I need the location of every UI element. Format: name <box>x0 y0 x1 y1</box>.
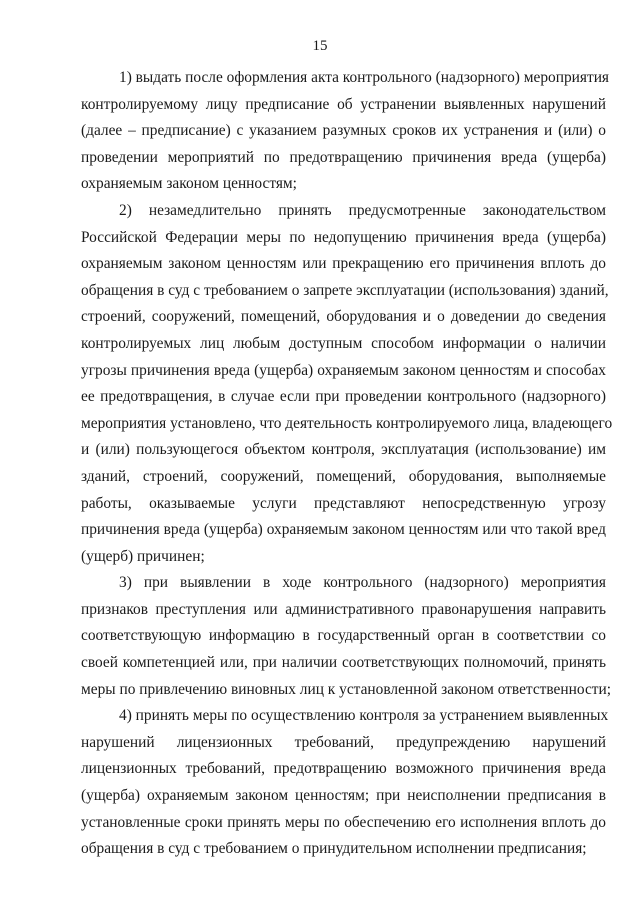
paragraph-4 <box>81 703 609 863</box>
text-line: проведении мероприятий по предотвращению причинения вреда (ущерба) <box>81 148 606 166</box>
text-line: меры по привлечению виновных лиц к установленной законом ответственности; <box>81 680 612 698</box>
text-line: угрозы причинения вреда (ущерба) охраняемым законом ценностям и способах <box>81 361 606 379</box>
text-line: 3) при выявлении в ходе контрольного (надзорного) мероприятия <box>119 574 606 592</box>
text-line: зданий, строений, сооружений, помещений, оборудования, выполняемые <box>81 467 606 485</box>
text-line: контролируемому лицу предписание об устранении выявленных нарушений <box>81 95 606 113</box>
text-line: (ущерба) охраняемым законом ценностям; при неисполнении предписания в <box>81 787 606 805</box>
text-line: охраняемым законом ценностям; <box>81 175 297 193</box>
text-line: своей компетенцией или, при наличии соответствующих полномочий, принять <box>81 654 606 672</box>
text-line: 1) выдать после оформления акта контрольного (надзорного) мероприятия <box>119 69 610 86</box>
page-number: 15 <box>312 38 328 54</box>
text-line: 2) незамедлительно принять предусмотренные законодательством <box>119 201 606 219</box>
text-line: (далее – предписание) с указанием разумных сроков их устранения и (или) о <box>81 122 606 140</box>
text-line: установленные сроки принять меры по обеспечению его исполнения вплоть до <box>81 813 606 831</box>
text-line: и (или) пользующегося объектом контроля, эксплуатация (использование) им <box>81 441 606 459</box>
text-line: обращения в суд с требованием о принудительном исполнении предписания; <box>81 840 587 858</box>
text-line: строений, сооружений, помещений, оборудования и о доведении до сведения <box>81 308 606 326</box>
text-line: 4) принять меры по осуществлению контроля за устранением выявленных <box>119 707 609 725</box>
paragraph-3 <box>81 570 612 703</box>
text-line: нарушений лицензионных требований, предупреждению нарушений <box>81 733 606 751</box>
text-line: соответствующую информацию в государственный орган в соответствии со <box>81 627 606 645</box>
text-line: мероприятия установлено, что деятельность контролируемого лица, владеющего <box>81 414 613 432</box>
text-line: ее предотвращения, в случае если при проведении контрольного (надзорного) <box>81 388 606 406</box>
text-line: (ущерб) причинен; <box>81 547 205 565</box>
text-line: лицензионных требований, предотвращению возможного причинения вреда <box>81 760 606 778</box>
text-line: работы, оказываемые услуги представляют непосредственную угрозу <box>81 494 606 512</box>
text-line: причинения вреда (ущерба) охраняемым законом ценностям или что такой вред <box>81 521 606 539</box>
document-body <box>81 65 613 863</box>
text-line: Российской Федерации меры по недопущению причинения вреда (ущерба) <box>81 228 606 246</box>
text-line: признаков преступления или административного правонарушения направить <box>81 600 606 618</box>
text-line: обращения в суд с требованием о запрете эксплуатации (использования) зданий, <box>81 281 609 299</box>
paragraph-1 <box>81 65 610 198</box>
paragraph-2 <box>81 198 613 570</box>
text-line: охраняемым законом ценностям или прекращению его причинения вплоть до <box>81 255 606 273</box>
text-line: контролируемых лиц любым доступным способом информации о наличии <box>81 334 606 352</box>
